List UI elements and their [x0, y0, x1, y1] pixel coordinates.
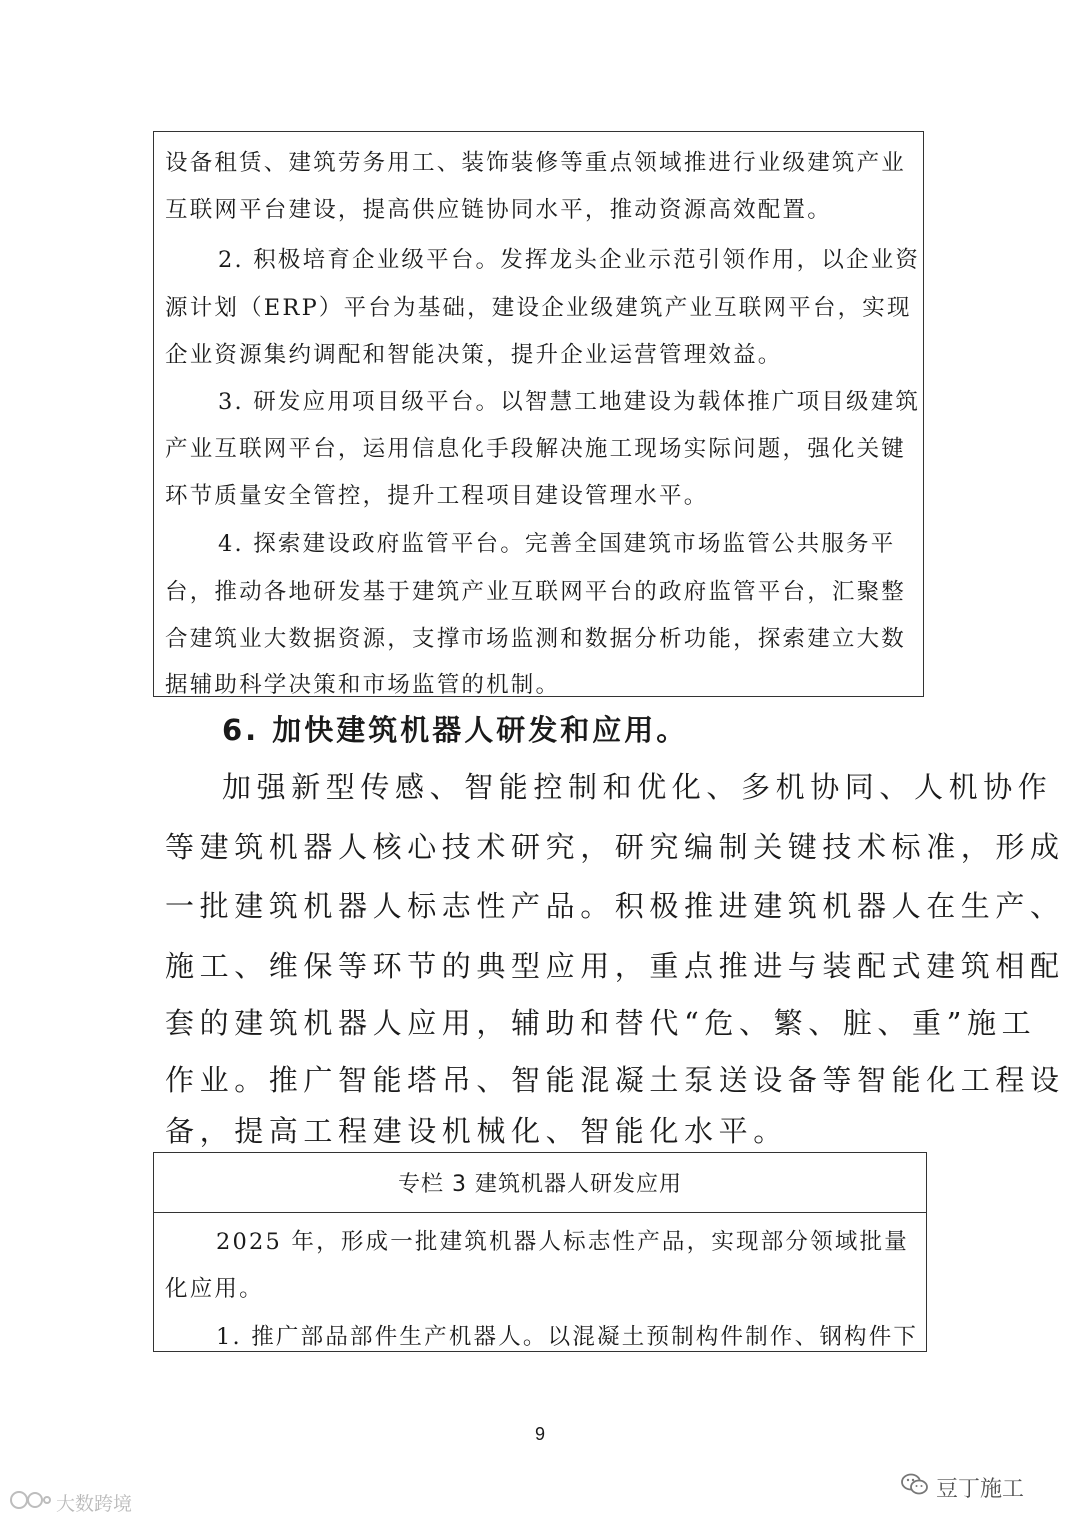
paragraph-line: 备，提高工程建设机械化、智能化水平。 — [165, 1114, 788, 1148]
paragraph-line: 等建筑机器人核心技术研究，研究编制关键技术标准，形成 — [165, 830, 1065, 864]
column-box-divider — [154, 1212, 926, 1213]
watermark-left-text: 大数跨境 — [56, 1493, 133, 1515]
box1-line: 设备租赁、建筑劳务用工、装饰装修等重点领域推进行业级建筑产业 — [165, 150, 907, 176]
box1-line: 源计划（ERP）平台为基础，建设企业级建筑产业互联网平台，实现 — [165, 295, 912, 321]
box1-line: 环节质量安全管控，提升工程项目建设管理水平。 — [165, 483, 709, 509]
box2-line: 化应用。 — [165, 1276, 264, 1302]
box2-line: 1. 推广部品部件生产机器人。以混凝土预制构件制作、钢构件下 — [216, 1324, 919, 1350]
box1-line: 2. 积极培育企业级平台。发挥龙头企业示范引领作用，以企业资 — [218, 247, 921, 273]
paragraph-line: 套的建筑机器人应用，辅助和替代“危、繁、脏、重”施工 — [165, 1006, 1037, 1040]
paragraph-line: 一批建筑机器人标志性产品。积极推进建筑机器人在生产、 — [165, 889, 1065, 923]
box1-line: 台，推动各地研发基于建筑产业互联网平台的政府监管平台，汇聚整 — [165, 579, 907, 605]
wechat-icon — [900, 1471, 930, 1503]
box1-line: 互联网平台建设，提高供应链协同水平，推动资源高效配置。 — [165, 197, 832, 223]
paragraph-line: 作业。推广智能塔吊、智能混凝土泵送设备等智能化工程设 — [165, 1063, 1065, 1097]
paragraph-line: 施工、维保等环节的典型应用，重点推进与装配式建筑相配 — [165, 949, 1065, 983]
paragraph-line: 加强新型传感、智能控制和优化、多机协同、人机协作 — [222, 770, 1053, 804]
box1-line: 产业互联网平台，运用信息化手段解决施工现场实际问题，强化关键 — [165, 436, 907, 462]
page-number: 9 — [534, 1424, 545, 1444]
watermark-right — [900, 1471, 1024, 1503]
box1-line: 3. 研发应用项目级平台。以智慧工地建设为载体推广项目级建筑 — [218, 389, 921, 415]
box1-line: 据辅助科学决策和市场监管的机制。 — [165, 672, 561, 698]
box2-line: 2025 年，形成一批建筑机器人标志性产品，实现部分领域批量 — [216, 1229, 909, 1255]
watermark-right-text: 豆丁施工 — [936, 1476, 1025, 1502]
chat-bubble-icon — [8, 1489, 52, 1516]
column-box-title: 专栏 3 建筑机器人研发应用 — [398, 1172, 682, 1197]
section-heading: 6. 加快建筑机器人研发和应用。 — [222, 713, 689, 747]
box1-line: 4. 探索建设政府监管平台。完善全国建筑市场监管公共服务平 — [218, 531, 896, 557]
box1-line: 合建筑业大数据资源，支撑市场监测和数据分析功能，探索建立大数 — [165, 626, 907, 652]
box1-line: 企业资源集约调配和智能决策，提升企业运营管理效益。 — [165, 342, 783, 368]
watermark-left — [8, 1489, 132, 1516]
